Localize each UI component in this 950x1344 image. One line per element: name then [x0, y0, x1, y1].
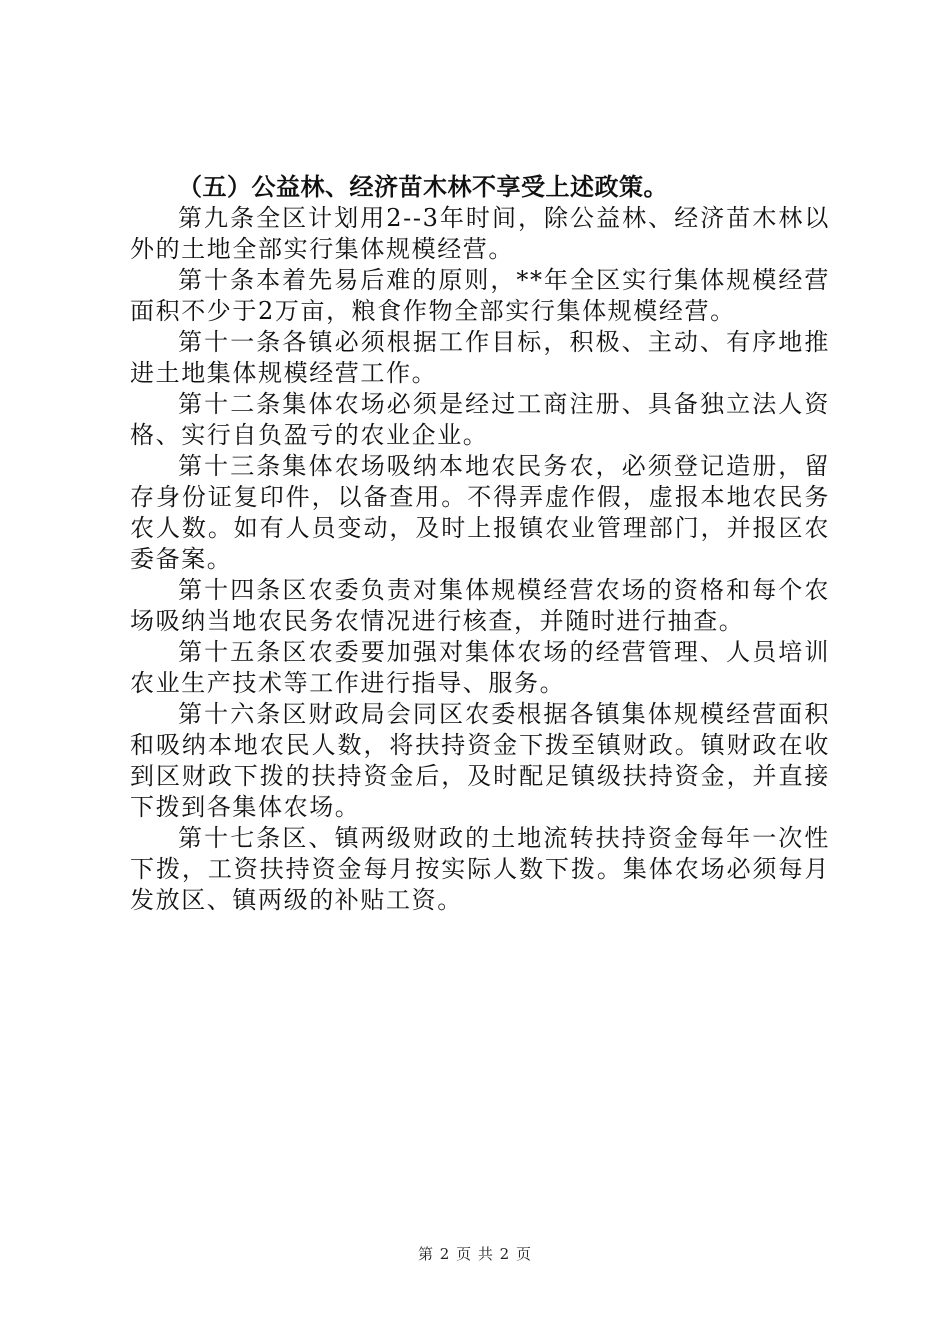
article-14: 第十四条区农委负责对集体规模经营农场的资格和每个农场吸纳当地农民务农情况进行核查，并随时进行抽查。	[130, 576, 830, 635]
document-body	[130, 172, 830, 916]
page-footer: 第 2 页 共 2 页	[418, 1245, 532, 1263]
article-13: 第十三条集体农场吸纳本地农民务农，必须登记造册，留存身份证复印件，以备查用。不得弄虚作假，虚报本地农民务农人数。如有人员变动，及时上报镇农业管理部门，并报区农委备案。	[130, 452, 830, 573]
article-11: 第十一条各镇必须根据工作目标，积极、主动、有序地推进土地集体规模经营工作。	[130, 328, 830, 387]
article-12: 第十二条集体农场必须是经过工商注册、具备独立法人资格、实行自负盈亏的农业企业。	[130, 390, 830, 449]
article-10: 第十条本着先易后难的原则，**年全区实行集体规模经营面积不少于2万亩，粮食作物全部实行集体规模经营。	[130, 266, 830, 325]
article-17: 第十七条区、镇两级财政的土地流转扶持资金每年一次性下拨，工资扶持资金每月按实际人数下拨。集体农场必须每月发放区、镇两级的补贴工资。	[130, 824, 830, 914]
section-heading: （五）公益林、经济苗木林不享受上述政策。	[178, 173, 668, 201]
article-9: 第九条全区计划用2--3年时间，除公益林、经济苗木林以外的土地全部实行集体规模经营。	[130, 204, 830, 263]
article-16: 第十六条区财政局会同区农委根据各镇集体规模经营面积和吸纳本地农民人数，将扶持资金下拨至镇财政。镇财政在收到区财政下拨的扶持资金后，及时配足镇级扶持资金，并直接下拨到各集体农场。	[130, 700, 830, 821]
article-15: 第十五条区农委要加强对集体农场的经营管理、人员培训农业生产技术等工作进行指导、服务。	[130, 638, 830, 697]
